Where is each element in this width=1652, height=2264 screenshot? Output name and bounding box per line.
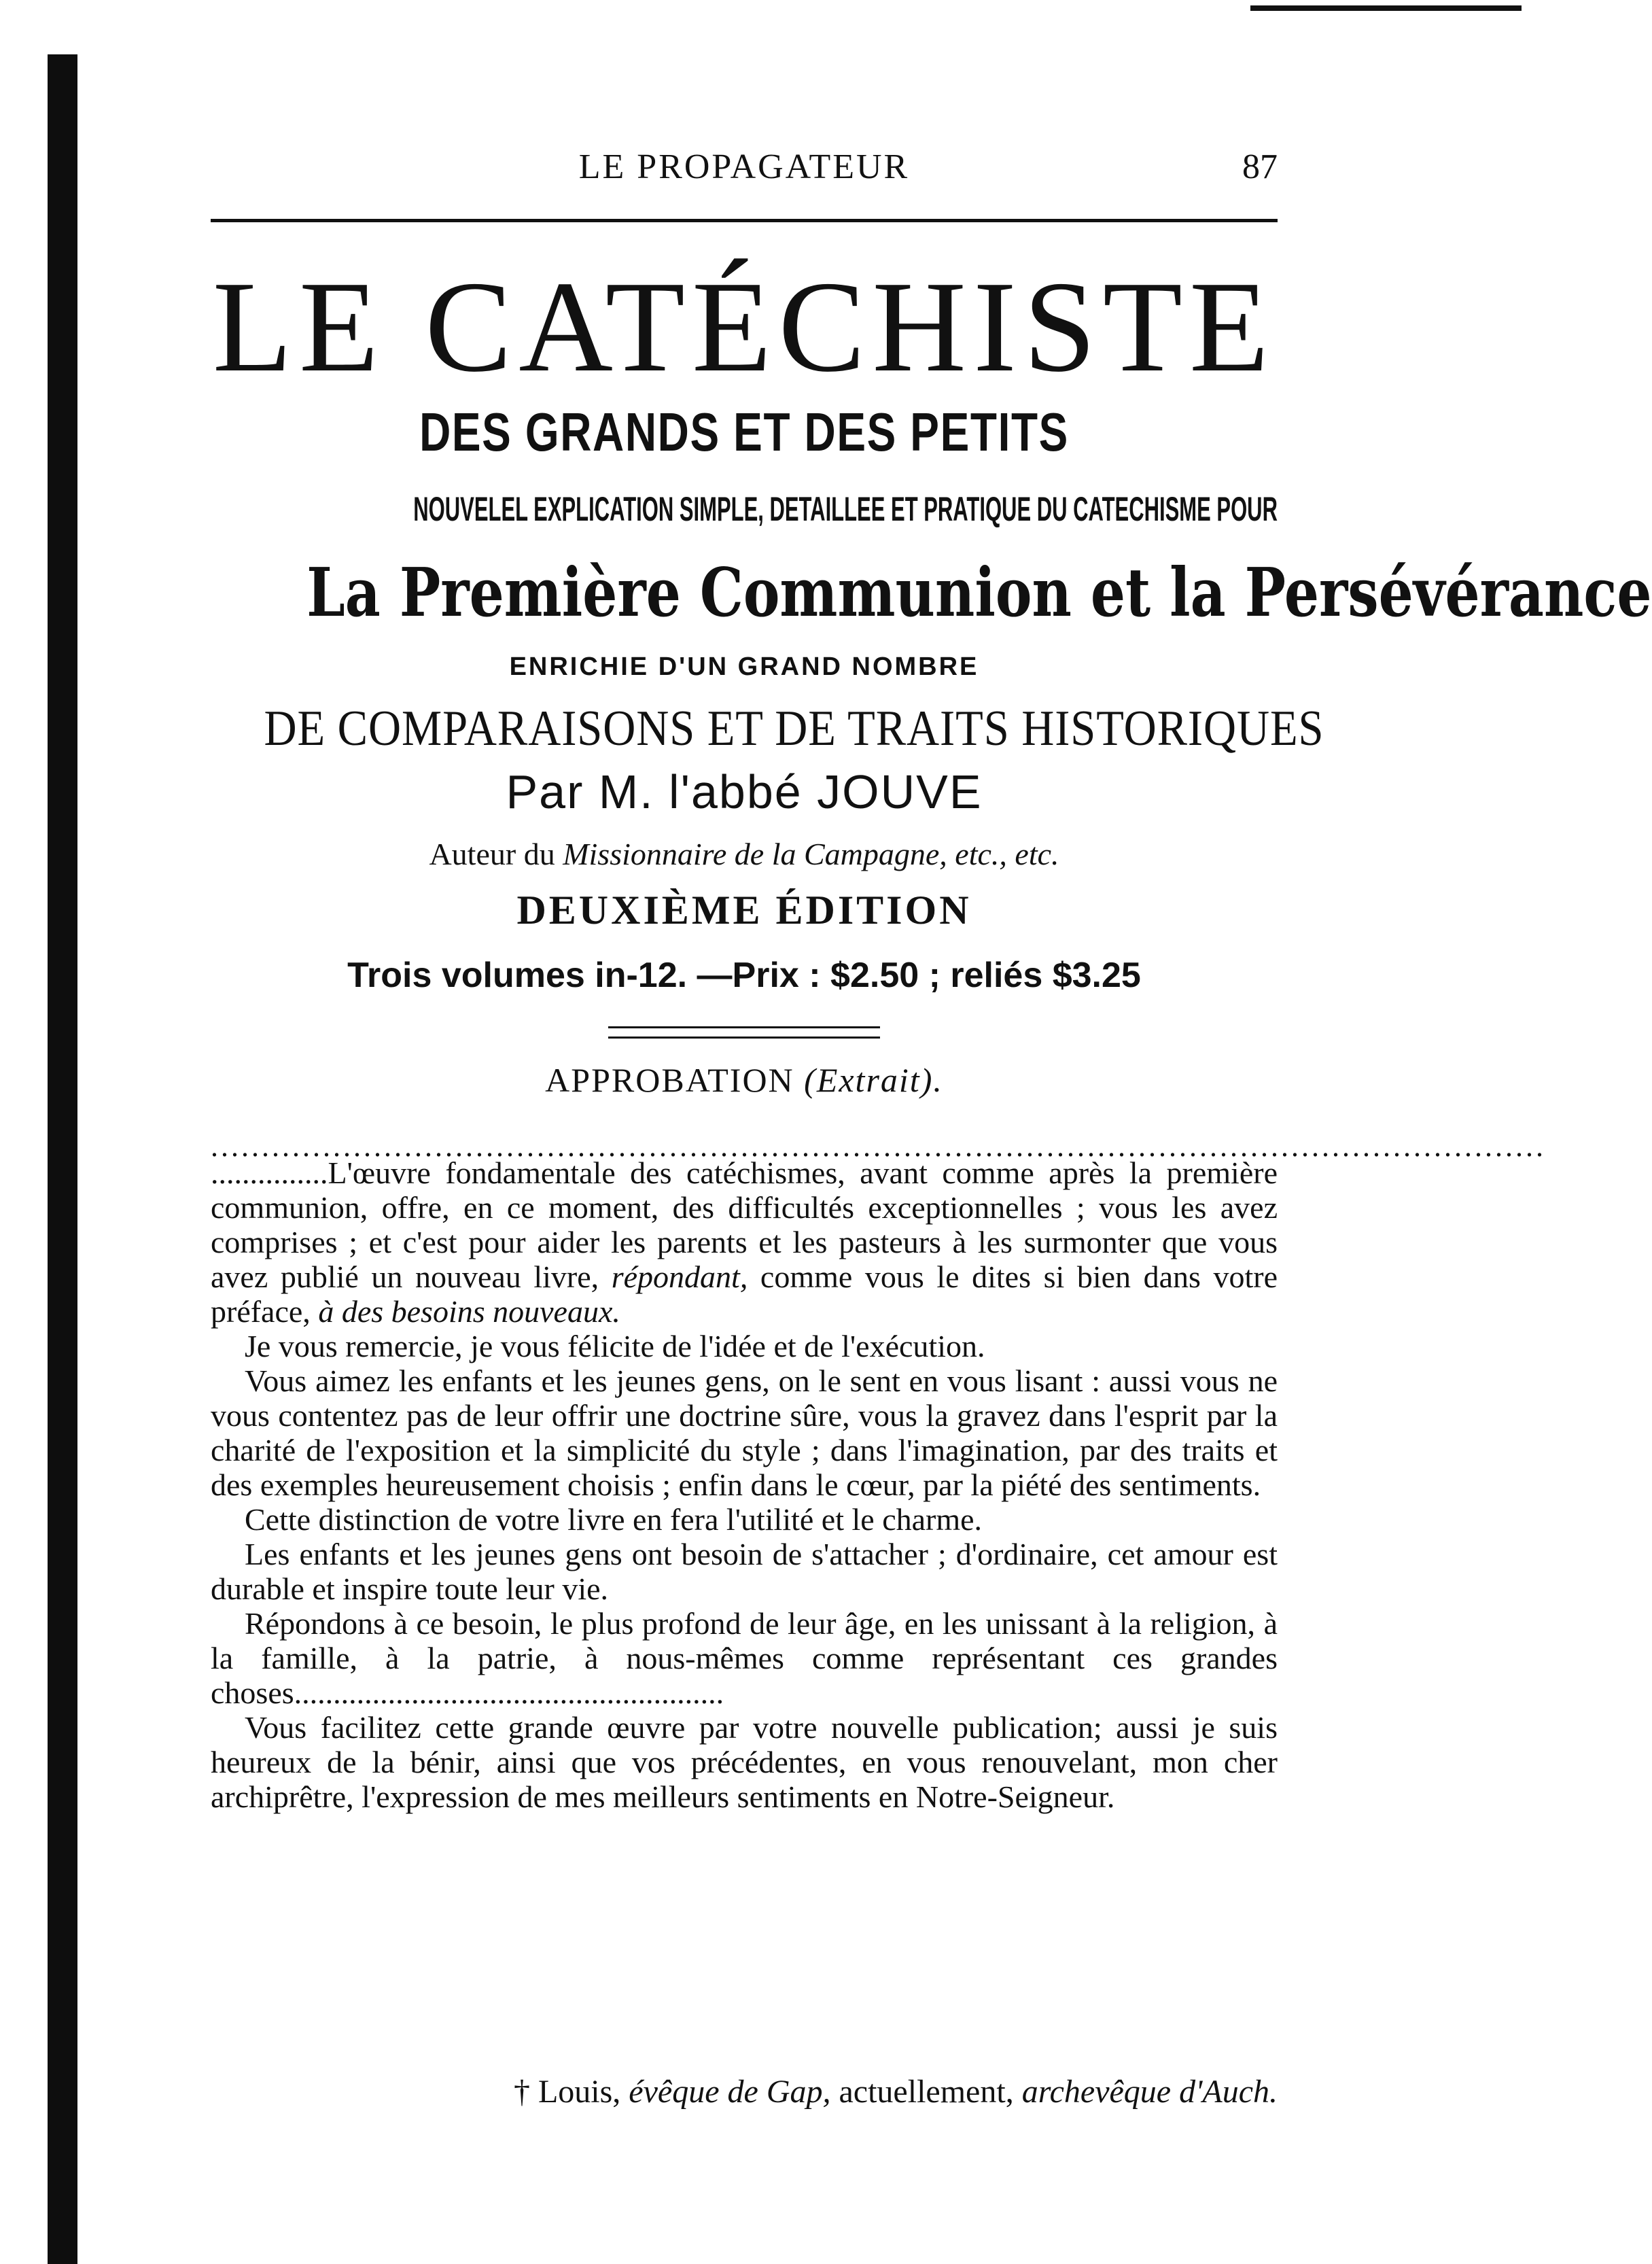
italic-phrase: à des besoins nouveaux.: [318, 1294, 620, 1329]
paragraph-text: comme vous le dites si bien dans votre préface,: [211, 1259, 1278, 1329]
approbation-body: [211, 1155, 1278, 1814]
body-paragraph: [211, 1502, 1278, 1537]
price-line: Trois volumes in-12. —Prix : $2.50 ; reliés $3.25: [347, 956, 1141, 995]
author-note: [211, 836, 1278, 872]
signature-prefix: † Louis,: [513, 2074, 629, 2110]
approbation-heading: [211, 1060, 1278, 1100]
dotted-separator: ...................................................................................................................................: [211, 1130, 1546, 1163]
subtitle-enrichie: ENRICHIE D'UN GRAND NOMBRE: [509, 652, 979, 681]
body-paragraph: [211, 1329, 1278, 1363]
subtitle-comparaisons: DE COMPARAISONS ET DE TRAITS HISTORIQUES: [264, 701, 1324, 756]
top-edge-rule: [1250, 5, 1522, 11]
running-title: LE PROPAGATEUR: [578, 147, 910, 186]
subtitle-communion: La Première Communion et la Persévérance: [306, 554, 1652, 632]
subtitle-grands-petits: DES GRANDS ET DES PETITS: [419, 402, 1069, 462]
italic-phrase: répondant,: [611, 1259, 748, 1294]
subtitle-explication: NOUVELEL EXPLICATION SIMPLE, DETAILLEE ET PRATIQUE DU CATECHISME POUR: [413, 490, 1278, 528]
header-rule: [211, 219, 1278, 222]
paragraph-text: Vous facilitez cette grande œuvre par votre nouvelle publication; aussi je suis heureux de la bénir, ainsi que vos précédentes, en vous renouvelant, mon cher archiprêtre, l'expression de mes meilleurs sentiments en Notre-Seigneur.: [211, 1710, 1278, 1814]
signature-title: évêque de Gap,: [629, 2074, 831, 2110]
page-number: 87: [1242, 147, 1278, 186]
book-title: LE CATÉCHISTE: [212, 254, 1276, 399]
body-paragraph: [211, 1155, 1278, 1329]
paragraph-text: ...............L'œuvre fondamentale des catéchismes, avant comme après la première communion, offre, en ce moment, des difficultés exceptionnelles ; vous les avez comprises ; et c'est pour aider les parents et les pasteurs à les surmonter que vous avez publié un nouveau livre,: [211, 1155, 1278, 1294]
approbation-note: (Extrait).: [804, 1061, 943, 1099]
body-paragraph: [211, 1537, 1278, 1606]
author-note-prefix: Auteur du: [429, 837, 563, 871]
signature-middle: actuellement,: [830, 2074, 1022, 2110]
author-note-work: Missionnaire de la Campagne, etc., etc.: [563, 837, 1059, 871]
page-binding-edge: [48, 54, 77, 2264]
double-rule-divider: [608, 1026, 880, 1039]
paragraph-text: Vous aimez les enfants et les jeunes gens, on le sent en vous lisant : aussi vous ne vous contentez pas de leur offrir une doctrine sûre, vous la gravez dans l'esprit par la charité de l'exposition et la simplicité du style ; dans l'imagination, par des traits et des exemples heureusement choisis ; enfin dans le cœur, par la piété des sentiments.: [211, 1363, 1278, 1502]
body-paragraph: [211, 1710, 1278, 1814]
signature-tail: archevêque d'Auch.: [1021, 2074, 1278, 2110]
paragraph-text: Cette distinction de votre livre en fera l'utilité et le charme.: [245, 1502, 983, 1537]
paragraph-text: Je vous remercie, je vous félicite de l'idée et de l'exécution.: [245, 1329, 985, 1363]
author-line: Par M. l'abbé JOUVE: [506, 765, 983, 818]
approbation-label: APPROBATION: [545, 1061, 805, 1099]
signature-line: [211, 2073, 1278, 2110]
paragraph-text: Les enfants et les jeunes gens ont besoin de s'attacher ; d'ordinaire, cet amour est durable et inspire toute leur vie.: [211, 1537, 1278, 1606]
edition-line: DEUXIÈME ÉDITION: [516, 888, 972, 933]
body-paragraph: [211, 1606, 1278, 1710]
paragraph-text: Répondons à ce besoin, le plus profond de leur âge, en les unissant à la religion, à la famille, à la patrie, à nous-mêmes comme représentant ces grandes choses.......................................................: [211, 1606, 1278, 1710]
body-paragraph: [211, 1363, 1278, 1502]
running-head: [211, 143, 1278, 190]
